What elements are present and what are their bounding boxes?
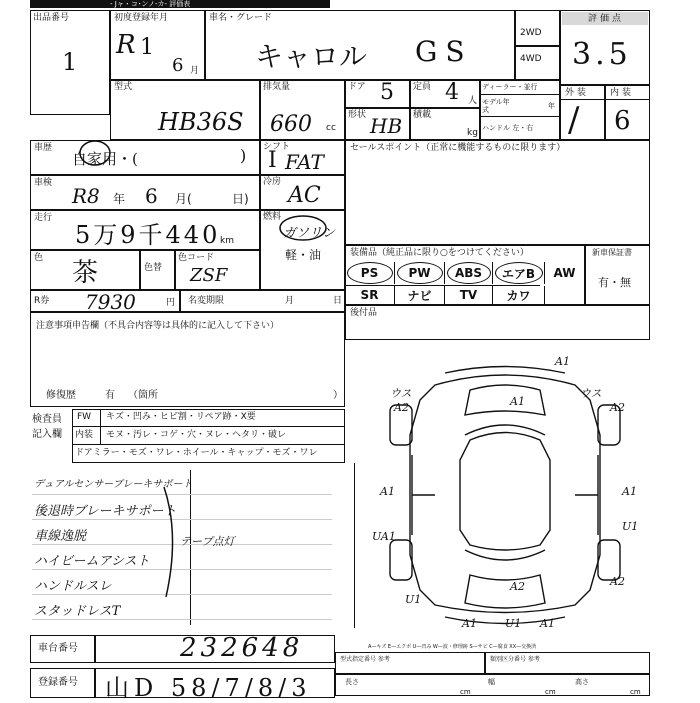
equipment-item-circle-2 (447, 262, 491, 284)
name-label: 車名・グレード (209, 13, 273, 23)
registration-label: 登録番号 (38, 677, 78, 688)
equipment-item-r2-2: TV (445, 286, 493, 304)
load-unit: kg (467, 128, 478, 138)
equipment-item-r2-0: SR (345, 286, 395, 304)
usage-label: 車歴 (34, 143, 53, 153)
dealer-divider-2 (480, 116, 560, 117)
mileage-label: 走行 (34, 213, 53, 223)
exterior-label: 外装 (565, 88, 590, 98)
checker-h1 (72, 426, 345, 427)
svg-text:A2: A2 (510, 580, 525, 593)
color-value: 茶 (72, 258, 99, 288)
svg-text:ウス: ウス (390, 387, 412, 400)
score-value: 3.5 (572, 37, 632, 72)
inspection-label: 車検 (34, 178, 53, 188)
legend-type: 型式指定番号 参考 (340, 656, 390, 663)
notes-label: 注意事項申告欄（不具合内容等は具体的に記入して下さい） (36, 321, 280, 331)
dims-wid: 幅 (488, 678, 495, 686)
inspection-month-unit: 月( (175, 192, 192, 206)
checker-v1 (100, 409, 101, 445)
capacity-unit: 人 (468, 96, 478, 106)
inspection-month: 6 (145, 184, 158, 208)
checker-row1-head: FW (77, 412, 92, 422)
dealer-year-unit: 年 (548, 102, 555, 110)
dealer-label: ディーラー・並行 (482, 83, 538, 91)
fuel-alt: 軽・油 (285, 248, 322, 262)
warranty-value: 有・無 (598, 276, 631, 289)
name-model: キャロル (255, 40, 368, 73)
svg-text:A1: A1 (510, 395, 525, 408)
body-shape-label: 形状 (348, 110, 367, 120)
legend-class: 類別区分番号 参考 (490, 656, 540, 663)
dims-wid-cm: cm (545, 688, 556, 696)
handwritten-line-5 (32, 619, 332, 620)
handwritten-note-1: 後退時ブレーキサポート (34, 504, 177, 519)
checker-row2-items: モヌ・汚レ・コゲ・穴・ヌレ・ヘタリ・破レ (106, 430, 287, 440)
capacity-value: 4 (445, 80, 459, 105)
usage-text: 自家用・( (72, 150, 138, 168)
load-label: 積載 (413, 110, 432, 120)
svg-text:A1: A1 (540, 617, 555, 630)
first-reg-year: 1 (140, 35, 154, 60)
handwritten-note-0: デュアルセンサーブレーキサポート (34, 479, 193, 490)
name-change-month-unit: 月 (285, 296, 295, 306)
fuel-label: 燃料 (263, 212, 282, 222)
lot-value: 1 (62, 48, 78, 76)
side-note-brace (160, 485, 185, 600)
svg-text:A1: A1 (622, 485, 637, 498)
first-reg-month-unit: 月 (190, 66, 200, 76)
recycle-unit: 円 (166, 298, 176, 308)
svg-text:A2: A2 (610, 401, 625, 414)
shift-value: FAT (285, 150, 324, 174)
color-repaint-label: 色替 (144, 263, 163, 273)
equipment-item-r2-3: カワ (493, 286, 545, 304)
svg-text:A2: A2 (610, 575, 625, 588)
header-partial: - Jャ・コ･ンノ-カ- 評価表 (110, 0, 191, 8)
displacement-unit: cc (326, 123, 336, 133)
first-reg-label: 初度登録年月 (114, 13, 169, 23)
chassis-label: 車台番号 (38, 643, 78, 654)
sales-points-cell (345, 140, 650, 245)
displacement-value: 660 (270, 112, 312, 137)
mileage-value: 5万9千440 (75, 221, 221, 249)
doors-label: ドア (348, 82, 366, 92)
equipment-item-3: エアB (493, 262, 545, 284)
equipment-item-0: PS (345, 262, 395, 284)
dims-len: 長さ (345, 678, 359, 686)
repair-detail: （箇所 (128, 390, 158, 401)
handwritten-note-3: ハイビームアシスト (34, 554, 150, 569)
first-reg-era: R (116, 30, 136, 60)
handwritten-note-4: ハンドルスレ (34, 579, 112, 594)
sales-points-label: セールスポイント（正常に機能するものに限ります） (350, 143, 566, 153)
color-label: 色 (34, 253, 44, 263)
svg-text:U1: U1 (405, 593, 422, 606)
model-code-value: HB36S (158, 108, 244, 136)
svg-text:A2: A2 (394, 401, 409, 414)
dims-hei: 高さ (575, 678, 589, 686)
equipment-item-circle-3 (495, 262, 543, 284)
body-shape-value: HB (370, 114, 403, 138)
inspection-era: R8 (72, 184, 100, 208)
equipment-item-circle-1 (397, 262, 443, 284)
dealer-handle-label: ハンドル 左・右 (482, 124, 534, 132)
svg-text:A1: A1 (555, 355, 570, 368)
side-note: テープ点灯 (180, 535, 235, 548)
inspection-day-unit: 日) (232, 192, 249, 206)
svg-text:UA1: UA1 (372, 530, 396, 543)
exterior-value: / (568, 100, 580, 140)
checker-row3-items: ドアミラー・モズ・ワレ・ホイール・キャップ・モズ・ワレ (75, 448, 318, 458)
checker-row1-items: キズ・凹み・ヒビ割・リペア跡・X要 (106, 412, 256, 422)
drive-4wd: 4WD (520, 54, 542, 64)
usage-cell (30, 140, 260, 175)
score-label: 評価点 (588, 14, 625, 24)
interior-label: 内装 (610, 88, 635, 98)
fuel-circle (278, 214, 328, 242)
model-code-label: 型式 (114, 82, 133, 92)
equipment-item-2: ABS (445, 262, 493, 284)
equipment-item-1: PW (395, 262, 445, 284)
dealer-divider-1 (480, 94, 560, 95)
equipment-item-r2-1: ナビ (395, 286, 445, 304)
equipment-row2 (345, 286, 585, 304)
warranty-label: 新車保証書 (592, 248, 632, 257)
repair-value: 有 (105, 390, 115, 401)
name-change-label: 名変期限 (188, 296, 225, 306)
svg-text:U1: U1 (622, 520, 639, 533)
checker-label-2: 記入欄 (32, 429, 62, 440)
name-change-day-unit: 日 (333, 296, 343, 306)
dims-hei-cm: cm (630, 688, 641, 696)
svg-text:A1: A1 (380, 485, 395, 498)
dims-len-cm: cm (460, 688, 471, 696)
equipment-item-4: AW (545, 262, 585, 284)
handwritten-note-2: 車線逸脱 (34, 529, 87, 544)
recycle-label: R券 (34, 296, 50, 306)
checker-label-1: 検査員 (32, 414, 62, 425)
inspection-year-unit: 年 (113, 192, 126, 206)
svg-text:A1: A1 (462, 617, 477, 630)
aftermarket-cell (345, 305, 650, 340)
legend-text: A—キズ E—エクボ U—凹み W—波・修理跡 S—サビ C—腐食 XX—交換済 (368, 644, 537, 650)
checker-h2 (72, 444, 345, 445)
svg-text:ウス: ウス (580, 387, 602, 400)
shift-label: シフト (263, 142, 291, 152)
shift-cross: I (268, 148, 277, 173)
capacity-label: 定員 (413, 82, 432, 92)
doors-value: 5 (380, 80, 394, 105)
color-code-label: 色コード (178, 253, 215, 263)
aftermarket-label: 後付品 (350, 308, 378, 318)
displacement-label: 排気量 (263, 82, 291, 92)
equipment-item-circle-0 (347, 262, 393, 284)
dealer-model-year-label: モデル年式 (482, 98, 510, 114)
equipment-row1 (345, 262, 585, 284)
lot-label: 出品番号 (33, 13, 70, 23)
first-reg-month: 6 (172, 55, 184, 76)
checker-row2-head: 内装 (75, 430, 94, 440)
chassis-value: 232648 (180, 633, 304, 663)
name-grade: GS (415, 35, 473, 68)
equipment-label: 装備品（純正品に限り○をつけてください） (350, 248, 529, 258)
usage-close: ) (240, 146, 247, 165)
drive-2wd: 2WD (520, 28, 542, 38)
color-code-value: ZSF (190, 265, 228, 286)
drive-divider (515, 45, 560, 47)
ac-label: 冷房 (263, 177, 282, 187)
repair-label: 修復歴 (46, 390, 76, 401)
interior-value: 6 (614, 106, 631, 136)
car-diagram (360, 345, 650, 640)
registration-value: 山D 58/7/8/3 (105, 674, 312, 702)
handwritten-note-5: スタッドレスT (34, 604, 121, 619)
ac-value: AC (288, 183, 321, 208)
recycle-value: 7930 (85, 290, 136, 314)
usage-circle (78, 138, 112, 168)
repair-close: ） (333, 390, 343, 401)
mileage-unit: km (220, 236, 234, 246)
fuel-value: ガソリン (283, 226, 336, 241)
svg-text:U1: U1 (505, 617, 522, 630)
